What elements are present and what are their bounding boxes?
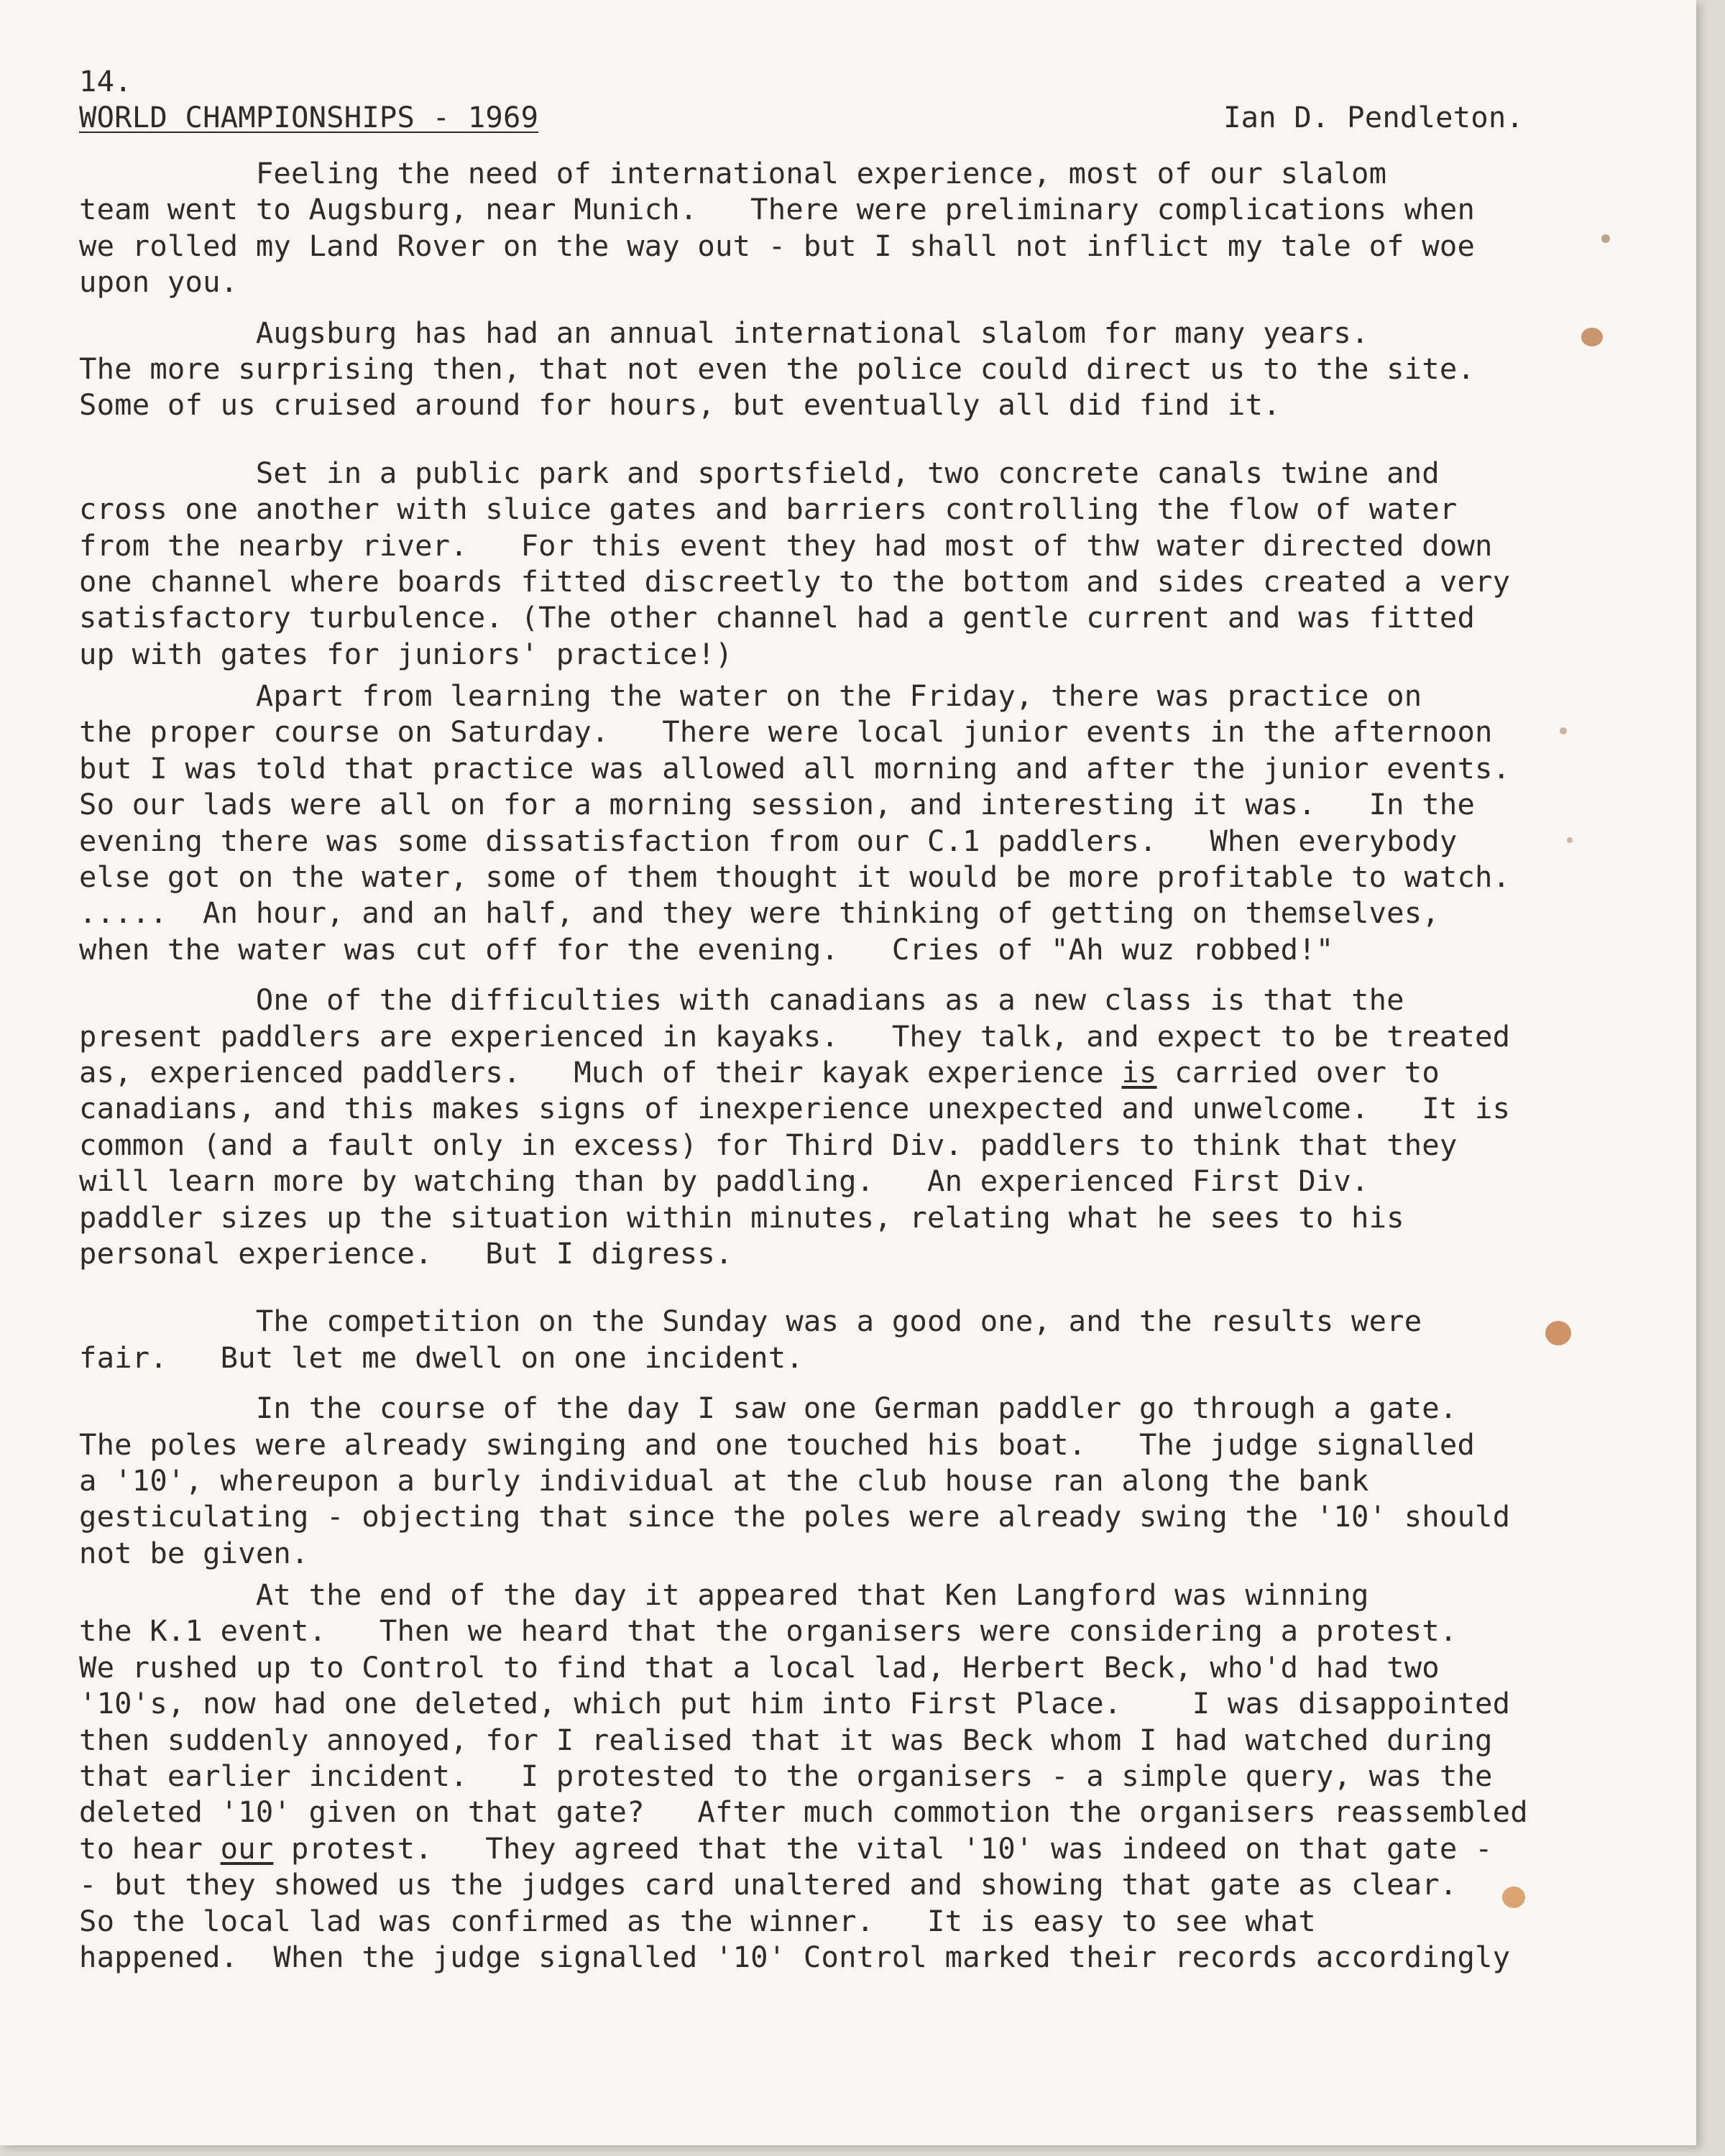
text-line: fair. But let me dwell on one incident. — [79, 1340, 804, 1375]
page-number: 14. — [79, 64, 132, 98]
text-line: We rushed up to Control to find that a local lad, Herbert Beck, who'd had two — [79, 1649, 1440, 1685]
text-line: The more surprising then, that not even the police could direct us to the site. — [79, 351, 1476, 386]
underlined-word: is — [1121, 1054, 1157, 1089]
text-line: satisfactory turbulence. (The other channel had a gentle current and was fitted — [79, 600, 1476, 635]
text-line: deleted '10' given on that gate? After much commotion the organisers reassembled — [79, 1795, 1528, 1830]
text-line: Feeling the need of international experience, most of our slalom — [79, 156, 1387, 190]
text-line: then suddenly annoyed, for I realised that it was Beck whom I had watched during — [79, 1722, 1493, 1757]
body-text — [79, 155, 1617, 1975]
text-line: personal experience. But I digress. — [79, 1235, 733, 1271]
stain-spot — [1545, 1321, 1571, 1345]
paragraph — [79, 678, 1617, 967]
paragraph — [79, 455, 1617, 672]
text-line: will learn more by watching than by paddling. An experienced First Div. — [79, 1164, 1369, 1199]
text-line: paddler sizes up the situation within minutes, relating what he sees to his — [79, 1199, 1404, 1235]
text-line: one channel where boards fitted discreetly to the bottom and sides created a very — [79, 563, 1511, 599]
underlined-word: our — [220, 1830, 274, 1866]
text-line: '10's, now had one deleted, which put him into First Place. I was disappointed — [79, 1686, 1511, 1721]
text-line: that earlier incident. I protested to the organisers - a simple query, was the — [79, 1759, 1493, 1794]
text-line: when the water was cut off for the evening. Cries of "Ah wuz robbed!" — [79, 931, 1334, 967]
text-line: as, experienced paddlers. Much of their kayak experience is carried over to — [79, 1054, 1440, 1089]
text-line: Some of us cruised around for hours, but eventually all did find it. — [79, 387, 1281, 423]
text-line: else got on the water, some of them thought it would be more profitable to watch. — [79, 860, 1511, 895]
stain-spot — [1601, 234, 1610, 243]
paragraph — [79, 1303, 1617, 1376]
text-line: common (and a fault only in excess) for Third Div. paddlers to think that they — [79, 1127, 1458, 1162]
text-line: a '10', whereupon a burly individual at the club house ran along the bank — [79, 1462, 1369, 1498]
text-line: from the nearby river. For this event they had most of thw water directed down — [79, 528, 1493, 563]
stain-spot — [1567, 837, 1573, 843]
text-line: the K.1 event. Then we heard that the organisers were considering a protest. — [79, 1613, 1458, 1649]
text-line: ..... An hour, and an half, and they were thinking of getting on themselves, — [79, 895, 1440, 931]
typed-sheet — [79, 63, 1617, 1989]
text-line: present paddlers are experienced in kayaks. They talk, and expect to be treated — [79, 1018, 1511, 1054]
text-line: not be given. — [79, 1535, 309, 1570]
text-line: happened. When the judge signalled '10' Control marked their records accordingly — [79, 1939, 1511, 1974]
text-line: but I was told that practice was allowed all morning and after the junior events. — [79, 750, 1511, 786]
text-line: Augsburg has had an annual international slalom for many years. — [79, 315, 1369, 350]
paragraph — [79, 155, 1617, 300]
paragraph — [79, 315, 1617, 423]
stain-spot — [1560, 727, 1567, 734]
text-line: At the end of the day it appeared that Ken Langford was winning — [79, 1577, 1369, 1613]
text-line: So our lads were all on for a morning session, and interesting it was. In the — [79, 787, 1476, 822]
text-line: The competition on the Sunday was a good one, and the results were — [79, 1304, 1422, 1339]
text-line: cross one another with sluice gates and barriers controlling the flow of water — [79, 492, 1458, 527]
text-line: evening there was some dissatisfaction from our C.1 paddlers. When everybody — [79, 823, 1458, 858]
paragraph — [79, 982, 1617, 1271]
text-line: up with gates for juniors' practice!) — [79, 636, 733, 671]
text-line: Set in a public park and sportsfield, two concrete canals twine and — [79, 455, 1440, 490]
stain-spot — [1502, 1886, 1525, 1908]
author-name: Ian D. Pendleton. — [1223, 100, 1524, 134]
document-title: WORLD CHAMPIONSHIPS - 1969 — [79, 100, 539, 134]
stain-spot — [1581, 328, 1603, 346]
text-line: upon you. — [79, 264, 239, 300]
text-line: to hear our protest. They agreed that the vital '10' was indeed on that gate - — [79, 1830, 1493, 1866]
text-line: team went to Augsburg, near Munich. There were preliminary complications when — [79, 192, 1476, 227]
text-line: we rolled my Land Rover on the way out - but I shall not inflict my tale of woe — [79, 228, 1476, 263]
text-line: gesticulating - objecting that since the poles were already swing the '10' should — [79, 1499, 1511, 1534]
text-line: Apart from learning the water on the Friday, there was practice on — [79, 678, 1422, 714]
text-line: the proper course on Saturday. There were local junior events in the afternoon — [79, 714, 1493, 750]
paragraph — [79, 1577, 1617, 1975]
text-line: The poles were already swinging and one touched his boat. The judge signalled — [79, 1427, 1476, 1462]
paragraph — [79, 1390, 1617, 1571]
text-line: canadians, and this makes signs of inexperience unexpected and unwelcome. It is — [79, 1091, 1511, 1126]
text-line: So the local lad was confirmed as the winner. It is easy to see what — [79, 1903, 1316, 1938]
text-line: - but they showed us the judges card unaltered and showing that gate as clear. — [79, 1867, 1458, 1902]
text-line: One of the difficulties with canadians as a new class is that the — [79, 982, 1404, 1018]
header — [79, 99, 1617, 139]
text-line: In the course of the day I saw one German paddler go through a gate. — [79, 1391, 1458, 1426]
